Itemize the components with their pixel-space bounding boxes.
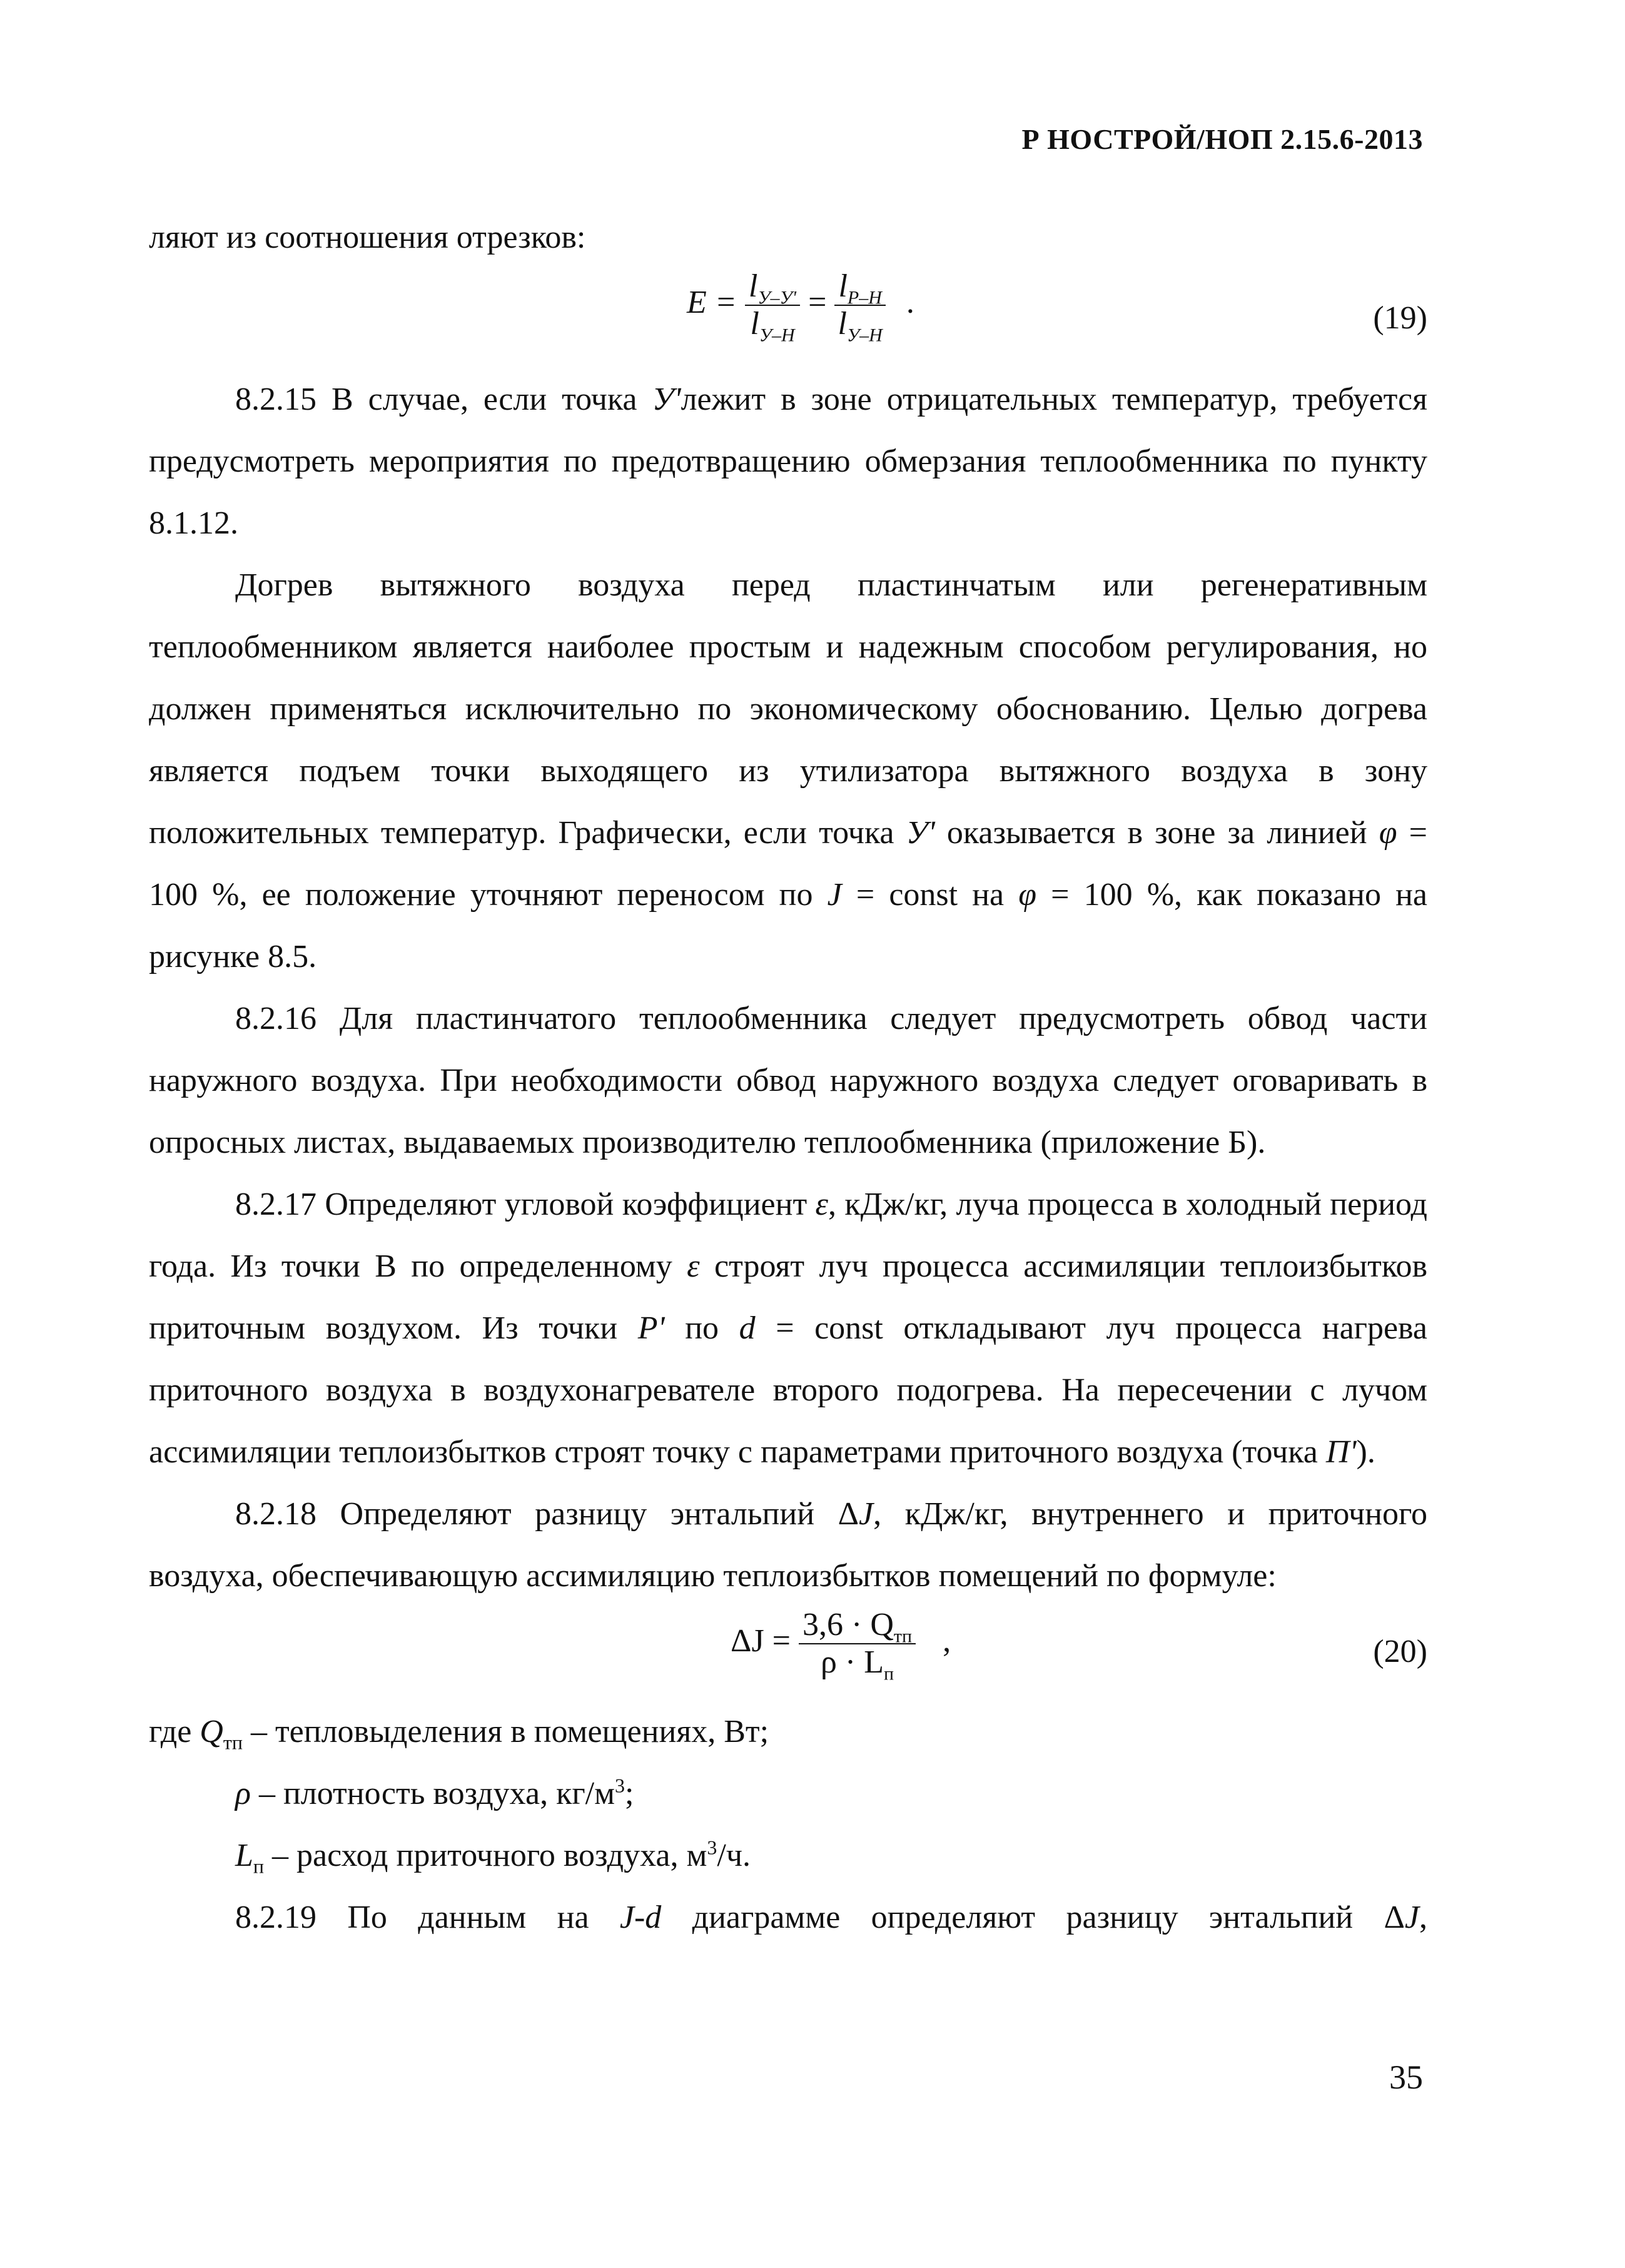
- equation-number-20: (20): [1373, 1634, 1427, 1669]
- where-line-rho: ρ – плотность воздуха, $кг/м^3$;: [235, 1774, 634, 1811]
- formula-20: ΔJ = $\frac{3,6 \cdot Q_{тп}}{\rho \cdot L_п}$ , (20): [731, 1607, 1427, 1684]
- paragraph-8-2-19: 8.2.19 По данным на J-d диаграмме определяют разницу энтальпий ΔJ,: [235, 1900, 1428, 1935]
- equation-number-19: (19): [1373, 300, 1427, 336]
- fraction-2: $\frac{l_{Р-Н}}{l_{У-Н}}$: [834, 268, 885, 342]
- paragraph-dogrev: Догрев вытяжного воздуха перед пластинчатым или регенеративным теплообменником является наиболее простым и надежным способом регулирования, но должен применяться исключительно по экономическому обоснованию. Целью догрева является подъем точки выходящего из утилизатора вытяжного воздуха в зону положительных температур. Графически, если точка У' оказывается в зоне за линией φ = 100 %, ее положение уточняют переносом по J = const на φ = 100 %, как показано на рисунке 8.5.: [149, 567, 1428, 975]
- formula-lhs: E =: [687, 284, 737, 320]
- paragraph-8-2-17: 8.2.17 Определяют угловой коэффициент ε, кДж/кг, луча процесса в холодный период года. Из точки В по определенному ε строят луч процесса ассимиляции теплоизбытков приточным воздухом. Из точки Р' по d = const откладывают луч процесса нагрева приточного воздуха в воздухонагревателе второго подогрева. На пересечении с лучом ассимиляции теплоизбытков строят точку с параметрами приточного воздуха (точка П').: [149, 1187, 1428, 1470]
- paragraph-8-2-15: 8.2.15 В случае, если точка У'лежит в зоне отрицательных температур, требуется предусмотреть мероприятия по предотвращению обмерзания теплообменника по пункту 8.1.12.: [149, 382, 1427, 541]
- equals-sign: =: [808, 284, 827, 320]
- paragraph-continuation: ляют из соотношения отрезков:: [149, 220, 586, 255]
- formula-19: E = $\frac{l_{У-У'}}{l_{У-Н}}$ = $\frac{l_{Р-Н}}{l_{У-Н}}$ . (19): [149, 268, 1427, 368]
- document-code-header: Р НОСТРОЙ/НОП 2.15.6-2013: [1021, 123, 1423, 155]
- paragraph-8-2-18: 8.2.18 Определяют разницу энтальпий ΔJ, кДж/кг, внутреннего и приточного воздуха, обеспечивающую ассимиляцию теплоизбытков помещений по формуле:: [149, 1496, 1427, 1594]
- paragraph-8-2-16: 8.2.16 Для пластинчатого теплообменника следует предусмотреть обвод части наружного воздуха. При необходимости обвод наружного воздуха следует оговаривать в опросных листах, выдаваемых производителю теплообменника (приложение Б).: [149, 1001, 1427, 1160]
- body-text: [149, 206, 1427, 1948]
- where-line-q: где $Q_{тп}$ – тепловыделения в помещениях, Вт;: [149, 1714, 769, 1754]
- fraction-20: $\frac{3,6 \cdot Q_{тп}}{\rho \cdot L_п}$: [799, 1607, 916, 1681]
- where-line-l: $L_п$ – расход приточного воздуха, $м^3/ч$.: [235, 1836, 751, 1878]
- formula-lhs: ΔJ =: [731, 1623, 791, 1659]
- page-number: 35: [1389, 2058, 1423, 2096]
- fraction-1: $\frac{l_{У-У'}}{l_{У-Н}}$: [745, 268, 800, 342]
